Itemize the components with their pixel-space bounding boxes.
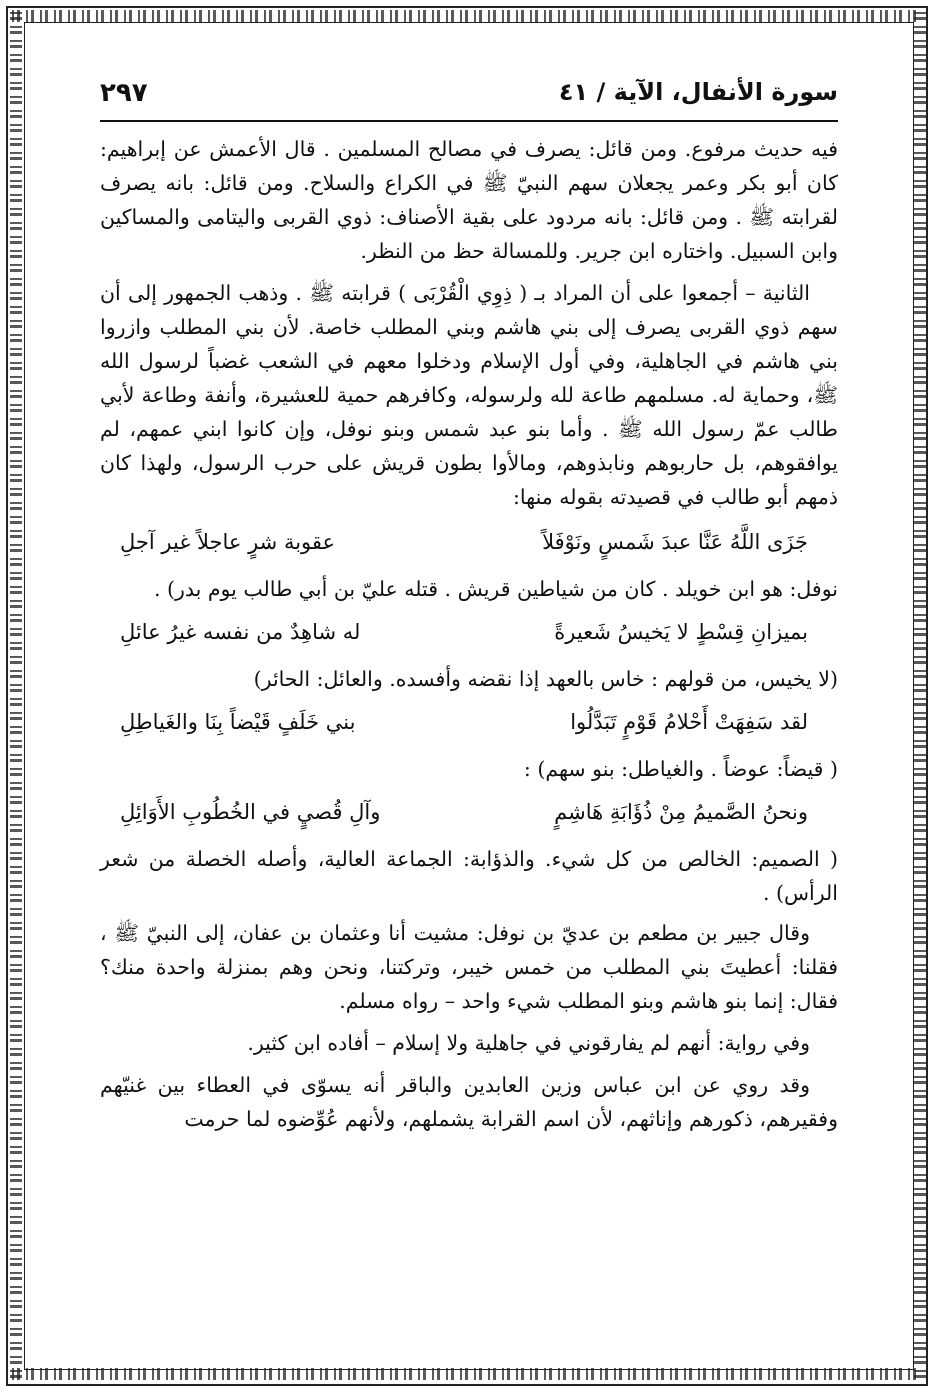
note-1: نوفل: هو ابن خويلد . كان من شياطين قريش . قتله عليّ بن أبي طالب يوم بدر) . [153,577,838,601]
paragraph-3: وقال جبير بن مطعم بن عديّ بن نوفل: مشيت أنا وعثمان بن عفان، إلى النبيّ ﷺ ، فقلنا: أعطيتَ بني المطلب من خمس خيبر، وتركتنا، ونحن وهم بمنزلة واحدة منك؟ فقال: إنما بنو هاشم وبنو المطلب شيء واحد – رواه مسلم. [100,921,838,1013]
verse-4 [100,792,838,832]
verse-3 [100,702,838,742]
verse-4-first-hemistich: ونحنُ الصَّميمُ مِنْ ذُؤَابَةِ هَاشِمٍ [554,800,808,824]
book-page [100,72,838,1144]
paragraph-2: الثانية – أجمعوا على أن المراد بـ ( ذِوِي الْقُرْبَى ) قرابته ﷺ . وذهب الجمهور إلى أن سهم ذوي القربى يصرف إلى بني هاشم وبني المطلب خاصة. لأن بني المطلب وازروا بني هاشم في الجاهلية، وفي أول الإسلام ودخلوا معهم في الشعب غضباً لرسول الله ﷺ، وحماية له. مسلمهم طاعة لله ولرسوله، وكافرهم حمية للعشيرة، وأنفة وطاعة لأبي طالب عمّ رسول الله ﷺ . وأما بنو عبد شمس وبنو نوفل، وإن كانوا ابني عمهم، لم يوافقوهم، بل حاربوهم ونابذوهم، ومالأوا بطون قريش على حرب الرسول، ولهذا كان ذمهم أبو طالب في قصيدته بقوله منها: [100,281,838,509]
note-3: ( قيضاً: عوضاً . والغياطل: بنو سهم) : [523,757,838,781]
verse-3-first-hemistich: لقد سَفِهَتْ أَحْلامُ قَوْمٍ تَبَدَّلُوا [570,710,808,734]
page-body [100,132,838,1136]
page-number: ٢٩٧ [100,78,148,108]
paragraph-4: وفي رواية: أنهم لم يفارقوني في جاهلية ولا إسلام – أفاده ابن كثير. [247,1031,810,1055]
running-title: سورة الأنفال، الآية / ٤١ [558,78,838,106]
verse-3-second-hemistich: بني خَلَفٍ قَيْضاً بِنَا والغَياطِلِ [120,710,356,734]
note-4: ( الصميم: الخالص من كل شيء. والذؤابة: الجماعة العالية، وأصله الخصلة من شعر الرأس) . [100,847,838,905]
verse-2-first-hemistich: بميزانِ قِسْطٍ لا يَخيسُ شَعيرةً [554,620,808,644]
verse-4-second-hemistich: وآلِ قُصيٍ في الخُطُوبِ الأَوَائِلِ [120,800,381,824]
paragraph-5: وقد روي عن ابن عباس وزين العابدين والباقر أنه يسوّى في العطاء بين غنيّهم وفقيرهم، ذكورهم وإناثهم، لأن اسم القرابة يشملهم، ولأنهم عُوِّضوه لما حرمت [100,1073,838,1131]
verse-2 [100,612,838,652]
note-2: (لا يخيس، من قولهم : خاس بالعهد إذا نقضه وأفسده. والعائل: الحائر) [253,667,838,691]
verse-1 [100,522,838,562]
page-header [100,72,838,122]
verse-1-first-hemistich: جَزَى اللَّهُ عَنَّا عبدَ شَمسٍ ونَوْفَلاً [542,530,808,554]
verse-1-second-hemistich: عقوبة شرٍ عاجلاً غير آجلِ [120,530,336,554]
paragraph-1: فيه حديث مرفوع. ومن قائل: يصرف في مصالح المسلمين . قال الأعمش عن إبراهيم: كان أبو بكر وعمر يجعلان سهم النبيّ ﷺ في الكراع والسلاح. ومن قائل: بانه يصرف لقرابته ﷺ . ومن قائل: بانه مردود على بقية الأصناف: ذوي القربى واليتامى والمساكين وابن السبيل. واختاره ابن جرير. وللمسالة حظ من النظر. [100,137,838,263]
verse-2-second-hemistich: له شاهِدٌ من نفسه غيرُ عائلِ [120,620,361,644]
